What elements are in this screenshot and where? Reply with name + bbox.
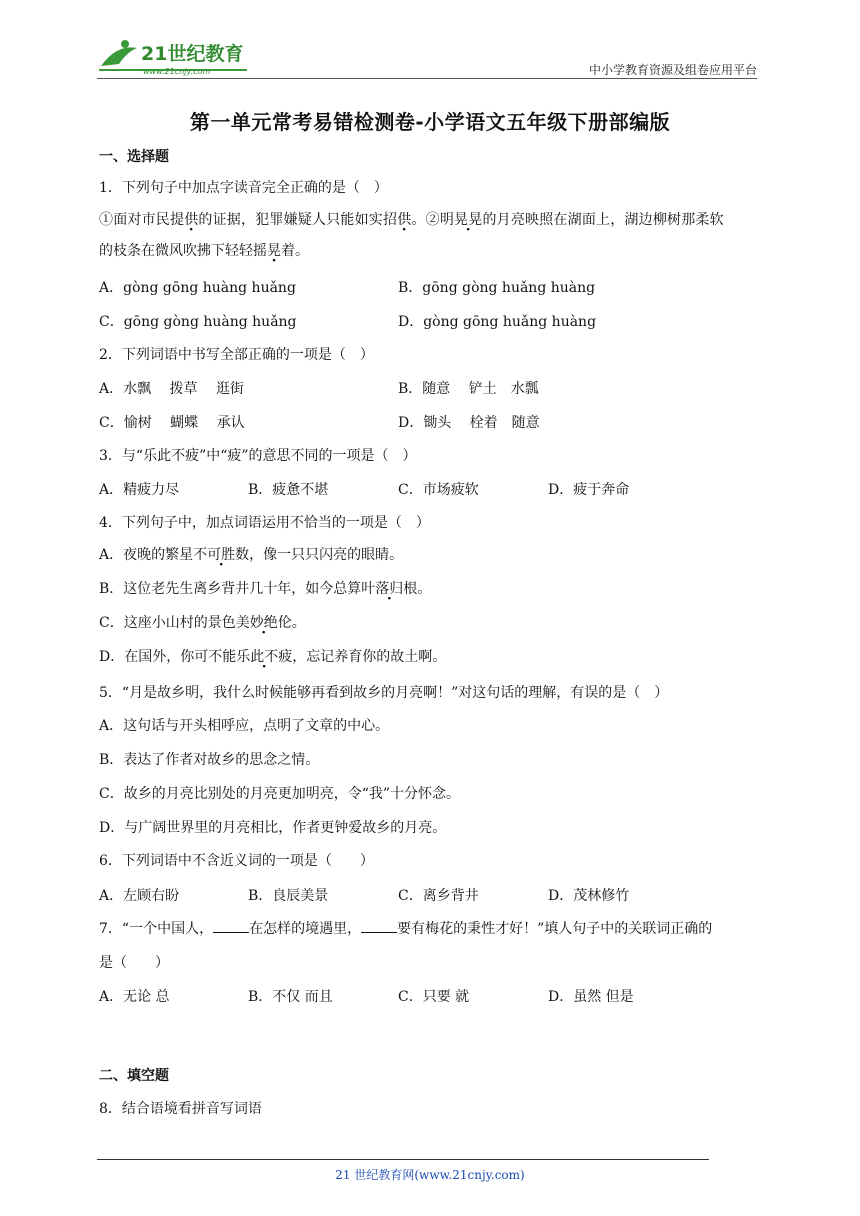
question-6-option-a: A．左顾右盼 (99, 888, 180, 904)
question-2-option-c: C．愉树 蝴蝶 承认 (99, 415, 245, 431)
svg-text:21世纪教育: 21世纪教育 (141, 43, 244, 65)
question-3-option-b: B．疲惫不堪 (248, 482, 329, 498)
question-2-stem: 2．下列词语中书写全部正确的一项是（ ） (99, 347, 374, 363)
question-2-option-d: D．锄头 栓着 随意 (398, 415, 540, 431)
platform-name: 中小学教育资源及组卷应用平台 (588, 63, 757, 77)
question-7-option-a: A．无论 总 (99, 989, 170, 1005)
question-1-option-a: A．gòng gōng huàng huǎng (99, 280, 296, 296)
question-6-option-d: D．茂林修竹 (548, 888, 630, 904)
question-6-stem: 6．下列词语中不含近义词的一项是（ ） (99, 853, 374, 869)
dotted-char: 晃 (267, 243, 281, 259)
question-5-option-a: A．这句话与开头相呼应，点明了文章的中心。 (99, 718, 390, 734)
question-4-option-a: A．夜晚的繁星不可胜数，像一只只闪亮的眼睛。 (99, 547, 404, 563)
dotted-word: 美妙绝伦 (235, 615, 292, 631)
question-7-stem: 7．“一个中国人， 在怎样的境遇里， 要有梅花的秉性才好！”填人句子中的关联词正确的 (99, 921, 713, 937)
page-header (97, 30, 757, 78)
question-5-option-c: C．故乡的月亮比别处的月亮更加明亮，令“我”十分怀念。 (99, 786, 461, 802)
question-1-passage-line1: ①面对市民提供的证据，犯罪嫌疑人只能如实招供。②明晃晃的月亮映照在湖面上，湖边柳树那柔软 (99, 212, 724, 228)
question-4-stem: 4．下列句子中，加点词语运用不恰当的一项是（ ） (99, 515, 430, 531)
section-heading-fill: 二、填空题 (99, 1068, 169, 1084)
question-8-stem: 8．结合语境看拼音写词语 (99, 1101, 262, 1117)
question-7-stem-cont: 是（ ） (99, 955, 169, 971)
question-3-option-c: C．市场疲软 (398, 482, 479, 498)
question-1-option-b: B．gōng gòng huǎng huàng (398, 280, 596, 296)
question-6-option-c: C．离乡背井 (398, 888, 479, 904)
question-5-stem: 5．“月是故乡明，我什么时候能够再看到故乡的月亮啊！”对这句话的理解，有误的是（ ） (99, 685, 669, 701)
dotted-char: 供 (184, 212, 199, 228)
page-title: 第一单元常考易错检测卷-小学语文五年级下册部编版 (189, 110, 671, 134)
question-7-option-d: D．虽然 但是 (548, 989, 634, 1005)
question-4-option-d: D．在国外，你可不能乐此不疲，忘记养育你的故土啊。 (99, 649, 447, 665)
question-6-option-b: B．良辰美景 (248, 888, 329, 904)
question-3-stem: 3．与“乐此不疲”中“疲”的意思不同的一项是（ ） (99, 448, 417, 464)
header-divider (97, 78, 757, 79)
question-1-option-d: D．gòng gōng huǎng huàng (398, 314, 597, 330)
fill-blank (213, 920, 249, 933)
section-heading-choice: 一、选择题 (99, 149, 169, 165)
question-7-option-b: B．不仅 而且 (248, 989, 333, 1005)
question-3-option-a: A．精疲力尽 (99, 482, 180, 498)
fill-blank (361, 920, 397, 933)
footer-divider (97, 1159, 709, 1160)
dotted-word: 不可胜数 (193, 547, 250, 563)
question-2-option-a: A．水飘 拨草 逛街 (99, 381, 245, 397)
question-5-option-d: D．与广阔世界里的月亮相比，作者更钟爱故乡的月亮。 (99, 820, 447, 836)
svg-text:www.21cnjy.com: www.21cnjy.com (143, 67, 211, 76)
question-4-option-c: C．这座小山村的景色美妙绝伦。 (99, 615, 306, 631)
question-4-option-b: B．这位老先生离乡背井几十年，如今总算叶落归根。 (99, 581, 432, 597)
question-1-passage-line2: 的枝条在微风吹拂下轻轻摇晃着。 (99, 243, 309, 259)
question-7-option-c: C．只要 就 (398, 989, 470, 1005)
dotted-word: 乐此不疲 (236, 649, 293, 665)
dotted-char: 供 (397, 212, 412, 228)
question-5-option-b: B．表达了作者对故乡的思念之情。 (99, 752, 320, 768)
footer-link[interactable]: 21 世纪教育网(www.21cnjy.com) (335, 1168, 525, 1182)
question-1-stem: 1．下列句子中加点字读音完全正确的是（ ） (99, 180, 388, 196)
dotted-char: 晃晃 (454, 212, 483, 228)
question-3-option-d: D．疲于奔命 (548, 482, 630, 498)
dotted-word: 叶落归根 (361, 581, 418, 597)
question-1-option-c: C．gōng gòng huàng huǎng (99, 314, 297, 330)
site-logo (97, 36, 257, 76)
question-2-option-b: B．随意 铲土 水瓢 (398, 381, 539, 397)
